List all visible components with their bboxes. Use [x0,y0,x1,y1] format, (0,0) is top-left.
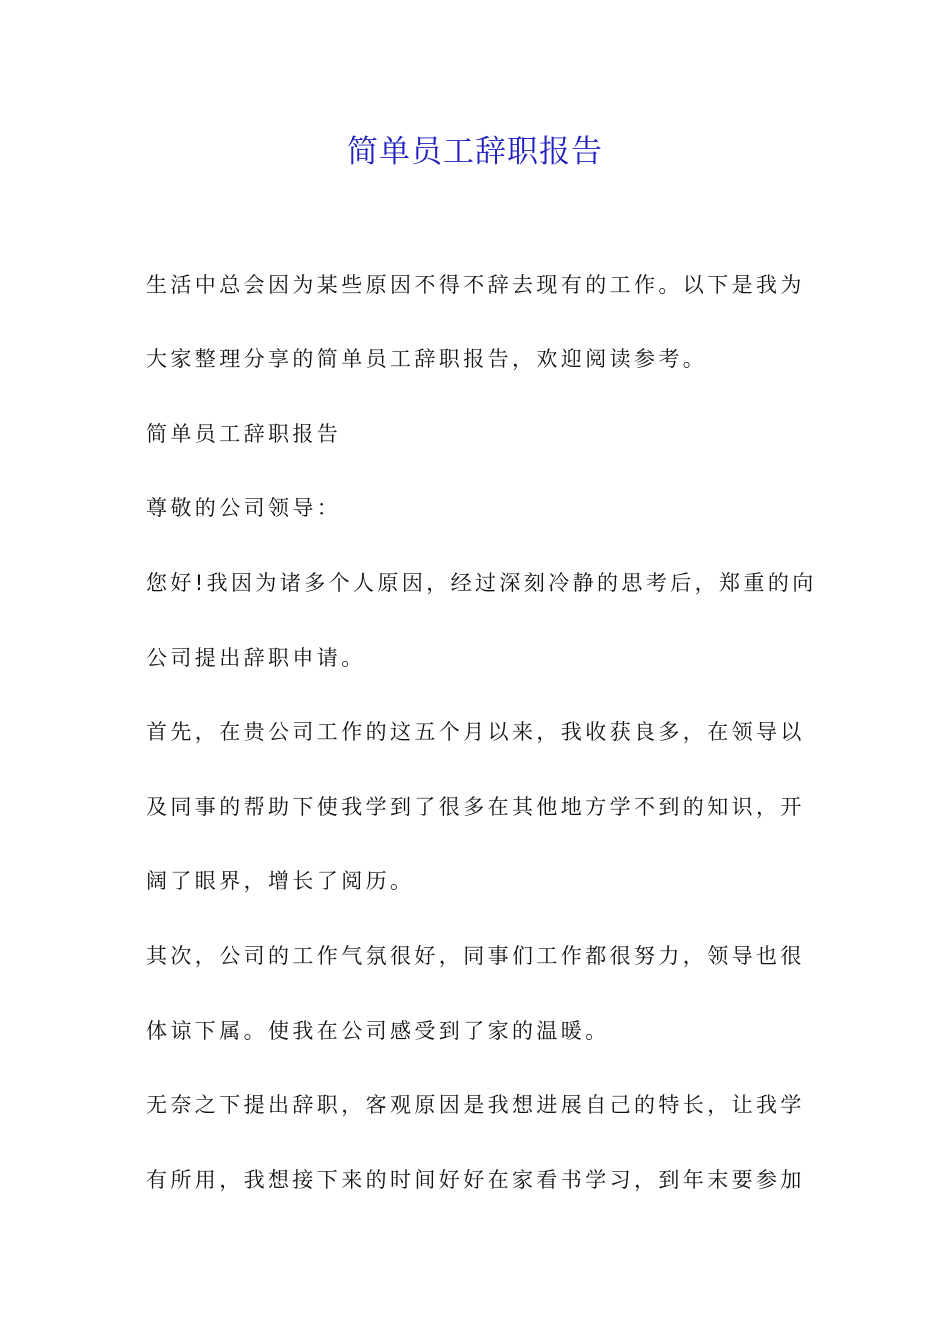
body-line: 无奈之下提出辞职，客观原因是我想进展自己的特长，让我学 [146,1093,805,1117]
body-line: 其次，公司的工作气氛很好，同事们工作都很努力，领导也很 [146,944,805,968]
body-line: 简单员工辞职报告 [146,422,342,446]
body-line: 生活中总会因为某些原因不得不辞去现有的工作。以下是我为 [146,273,805,297]
document-title: 简单员工辞职报告 [347,134,603,170]
body-line: 大家整理分享的简单员工辞职报告，欢迎阅读参考。 [146,347,708,371]
body-line: 体谅下属。使我在公司感受到了家的温暖。 [146,1019,610,1043]
body-line: 公司提出辞职申请。 [146,646,366,670]
body-line: 及同事的帮助下使我学到了很多在其他地方学不到的知识，开 [146,795,805,819]
body-line: 首先，在贵公司工作的这五个月以来，我收获良多，在领导以 [146,720,805,744]
body-line: 有所用，我想接下来的时间好好在家看书学习，到年末要参加 [146,1168,805,1192]
body-line: 您好!我因为诸多个人原因，经过深刻冷静的思考后，郑重的向 [146,571,817,595]
body-line: 尊敬的公司领导： [146,496,342,520]
body-line: 阔了眼界，增长了阅历。 [146,869,415,893]
